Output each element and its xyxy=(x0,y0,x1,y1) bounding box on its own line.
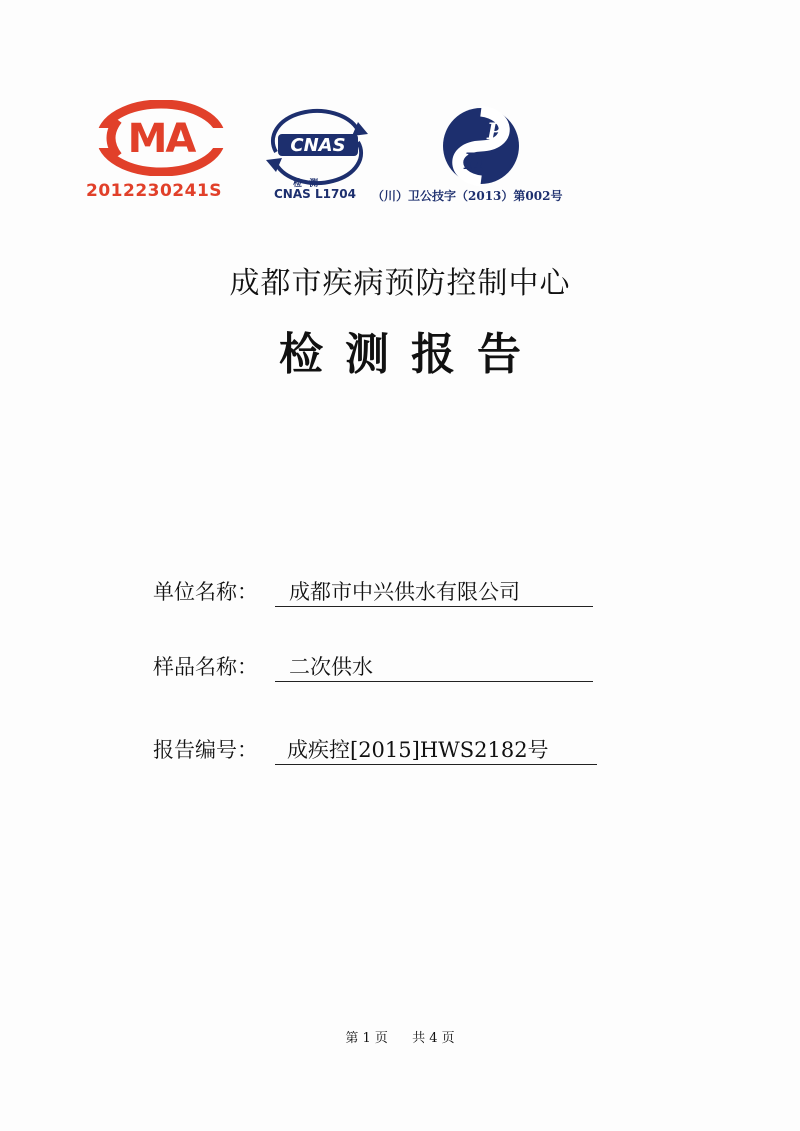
cnas-accreditation-number: CNAS L1704 xyxy=(274,187,357,201)
field-label: 报告编号： xyxy=(153,738,258,762)
field-label: 样品名称： xyxy=(153,655,258,679)
page-number: 第 1 页 xyxy=(345,1031,388,1046)
cma-logo xyxy=(96,100,226,176)
page-footer xyxy=(0,1027,800,1046)
field-value: 成疾控[2015]HWS2182号 xyxy=(287,738,549,762)
field-label: 单位名称： xyxy=(153,580,258,604)
field-value: 二次供水 xyxy=(289,655,373,679)
underline xyxy=(275,606,593,607)
underline xyxy=(275,681,593,682)
underline xyxy=(275,764,597,765)
page-total: 共 4 页 xyxy=(412,1031,455,1046)
svg-text:CNAS: CNAS xyxy=(290,135,346,156)
sph-logo xyxy=(440,105,522,187)
svg-text:MA: MA xyxy=(127,116,195,162)
svg-text:H: H xyxy=(464,149,485,175)
svg-text:P: P xyxy=(487,119,504,145)
cnas-subtitle: 检 测 xyxy=(293,179,321,189)
cnas-logo xyxy=(258,108,376,186)
field-value: 成都市中兴供水有限公司 xyxy=(289,580,520,604)
field-unit-name xyxy=(153,576,520,606)
organization-name: 成都市疾病预防控制中心 xyxy=(229,266,571,301)
field-report-number xyxy=(153,734,549,764)
cma-certificate-number: 2012230241S xyxy=(86,181,223,201)
field-sample-name xyxy=(153,651,373,681)
health-license-number: （川）卫公技字（2013）第002号 xyxy=(372,189,563,203)
report-title: 检测报告 xyxy=(279,329,543,380)
